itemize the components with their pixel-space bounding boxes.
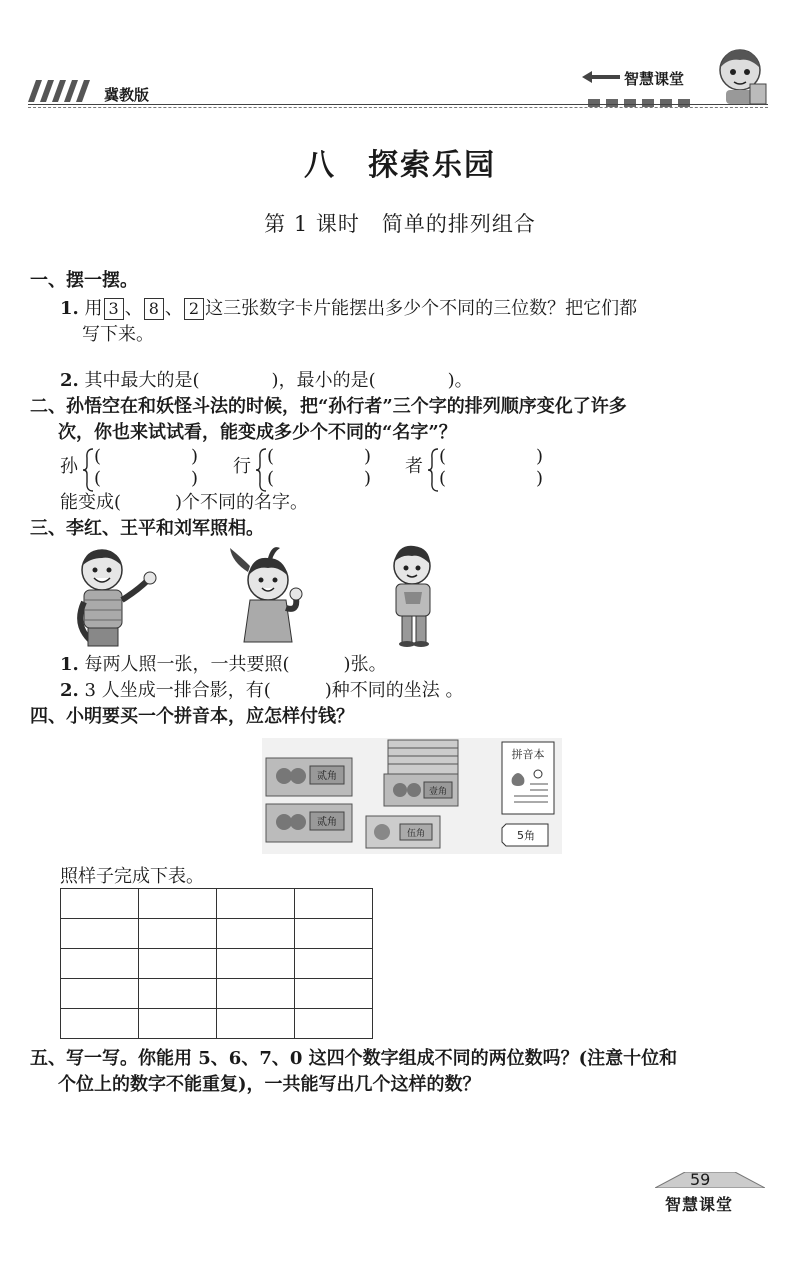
girl-wang-ping-illustration <box>222 542 322 648</box>
permutation-blank: ( ) <box>94 468 199 489</box>
table-cell[interactable] <box>217 919 295 949</box>
number-card-8: 8 <box>144 298 164 320</box>
two-jiao-note <box>266 758 352 796</box>
table-row <box>61 919 373 949</box>
q2-heading-line2: 次，你也来试试看，能变成多少个不同的“名字”？ <box>58 422 457 443</box>
separator: 、 <box>124 298 143 319</box>
edition-label: 冀教版 <box>104 86 150 104</box>
q3-part2-text: 3 人坐成一排合影，有( )种不同的坐法 。 <box>84 680 464 701</box>
payment-table <box>60 888 373 1039</box>
q3-part2-number: 2. <box>60 680 79 701</box>
number-card-3: 3 <box>104 298 124 320</box>
page-number: 59 <box>690 1170 711 1189</box>
lesson-subtitle: 第 1 课时 简单的排列组合 <box>264 212 536 236</box>
separator: 、 <box>164 298 183 319</box>
permutation-char: 者 <box>405 456 423 477</box>
five-jiao-note <box>366 816 440 848</box>
brace-icon <box>427 448 439 492</box>
table-cell[interactable] <box>139 919 217 949</box>
table-row <box>61 1009 373 1039</box>
table-cell[interactable] <box>139 889 217 919</box>
q1-part1-number: 1. <box>60 298 79 319</box>
table-cell[interactable] <box>295 919 373 949</box>
q1-part1 <box>60 296 637 322</box>
table-cell[interactable] <box>217 1009 295 1039</box>
permutation-group-xing <box>233 446 393 494</box>
permutation-blank: ( ) <box>439 446 544 467</box>
table-cell[interactable] <box>61 889 139 919</box>
note-label: 贰角 <box>317 771 337 782</box>
pinyin-notebook <box>502 742 554 814</box>
money-and-notebook-illustration <box>262 738 562 854</box>
number-card-2: 2 <box>184 298 204 320</box>
q3-part1 <box>60 652 387 678</box>
table-cell[interactable] <box>139 979 217 1009</box>
table-cell[interactable] <box>139 1009 217 1039</box>
q5-line2: 个位上的数字不能重复)，一共能写出几个这样的数？ <box>58 1074 481 1095</box>
footer-brand: 智慧课堂 <box>665 1195 734 1214</box>
q2-heading-line1: 二、孙悟空在和妖怪斗法的时候，把“孙行者”三个字的排列顺序变化了许多 <box>30 396 627 417</box>
table-cell[interactable] <box>217 889 295 919</box>
note-label: 贰角 <box>317 817 337 828</box>
q3-heading: 三、李红、王平和刘军照相。 <box>30 518 264 539</box>
boy-liu-jun-illustration <box>374 542 454 648</box>
q1-heading: 一、摆一摆。 <box>30 270 138 291</box>
table-cell[interactable] <box>61 1009 139 1039</box>
table-cell[interactable] <box>217 949 295 979</box>
table-cell[interactable] <box>217 979 295 1009</box>
q1-part1-pre: 用 <box>84 298 103 319</box>
arrow-left-icon <box>582 70 620 84</box>
header-brand: 智慧课堂 <box>624 70 685 88</box>
note-label: 壹角 <box>428 787 448 797</box>
permutation-blank: ( ) <box>267 468 372 489</box>
q1-part2-number: 2. <box>60 370 79 391</box>
brace-icon <box>82 448 94 492</box>
permutation-group-zhe <box>405 446 565 494</box>
table-row <box>61 889 373 919</box>
header-rule-dashed <box>28 107 768 108</box>
permutation-group-sun <box>60 446 220 494</box>
table-cell[interactable] <box>61 979 139 1009</box>
q3-part1-text: 每两人照一张，一共要照( )张。 <box>84 654 387 675</box>
note-label: 伍角 <box>406 829 426 839</box>
table-cell[interactable] <box>61 919 139 949</box>
table-cell[interactable] <box>139 949 217 979</box>
header-squares-decoration <box>588 92 696 111</box>
price-tag <box>502 824 548 846</box>
q1-part2 <box>60 368 473 394</box>
header-stripes-decoration <box>28 80 108 102</box>
permutation-blank: ( ) <box>439 468 544 489</box>
q5-line1: 五、写一写。你能用 5、6、7、0 这四个数字组成不同的两位数吗？(注意十位和 <box>30 1048 678 1069</box>
q3-part1-number: 1. <box>60 654 79 675</box>
q2-result: 能变成( )个不同的名字。 <box>60 492 309 513</box>
table-cell[interactable] <box>295 1009 373 1039</box>
table-cell[interactable] <box>295 889 373 919</box>
header-rule <box>28 104 768 105</box>
one-jiao-note-stack <box>384 740 458 806</box>
table-cell[interactable] <box>295 949 373 979</box>
price-tag-text: 5角 <box>517 829 535 842</box>
boy-li-hong-illustration <box>62 544 162 648</box>
table-cell[interactable] <box>295 979 373 1009</box>
q4-heading: 四、小明要买一个拼音本，应怎样付钱？ <box>30 706 354 727</box>
q1-part1-line2: 写下来。 <box>82 324 154 345</box>
q4-instruction: 照样子完成下表。 <box>60 866 204 887</box>
q3-part2 <box>60 678 463 704</box>
q1-part1-post: 这三张数字卡片能摆出多少个不同的三位数？把它们都 <box>205 298 638 319</box>
permutation-blank: ( ) <box>267 446 372 467</box>
table-cell[interactable] <box>61 949 139 979</box>
two-jiao-note <box>266 804 352 842</box>
table-row <box>61 949 373 979</box>
table-row <box>61 979 373 1009</box>
permutation-char: 行 <box>233 456 251 477</box>
mascot-girl-icon <box>706 44 770 106</box>
permutation-blank: ( ) <box>94 446 199 467</box>
q1-part2-text: 其中最大的是( )，最小的是( )。 <box>84 370 473 391</box>
brace-icon <box>255 448 267 492</box>
chapter-title: 八 探索乐园 <box>304 148 496 183</box>
permutation-char: 孙 <box>60 456 78 477</box>
notebook-title: 拼音本 <box>511 748 545 761</box>
